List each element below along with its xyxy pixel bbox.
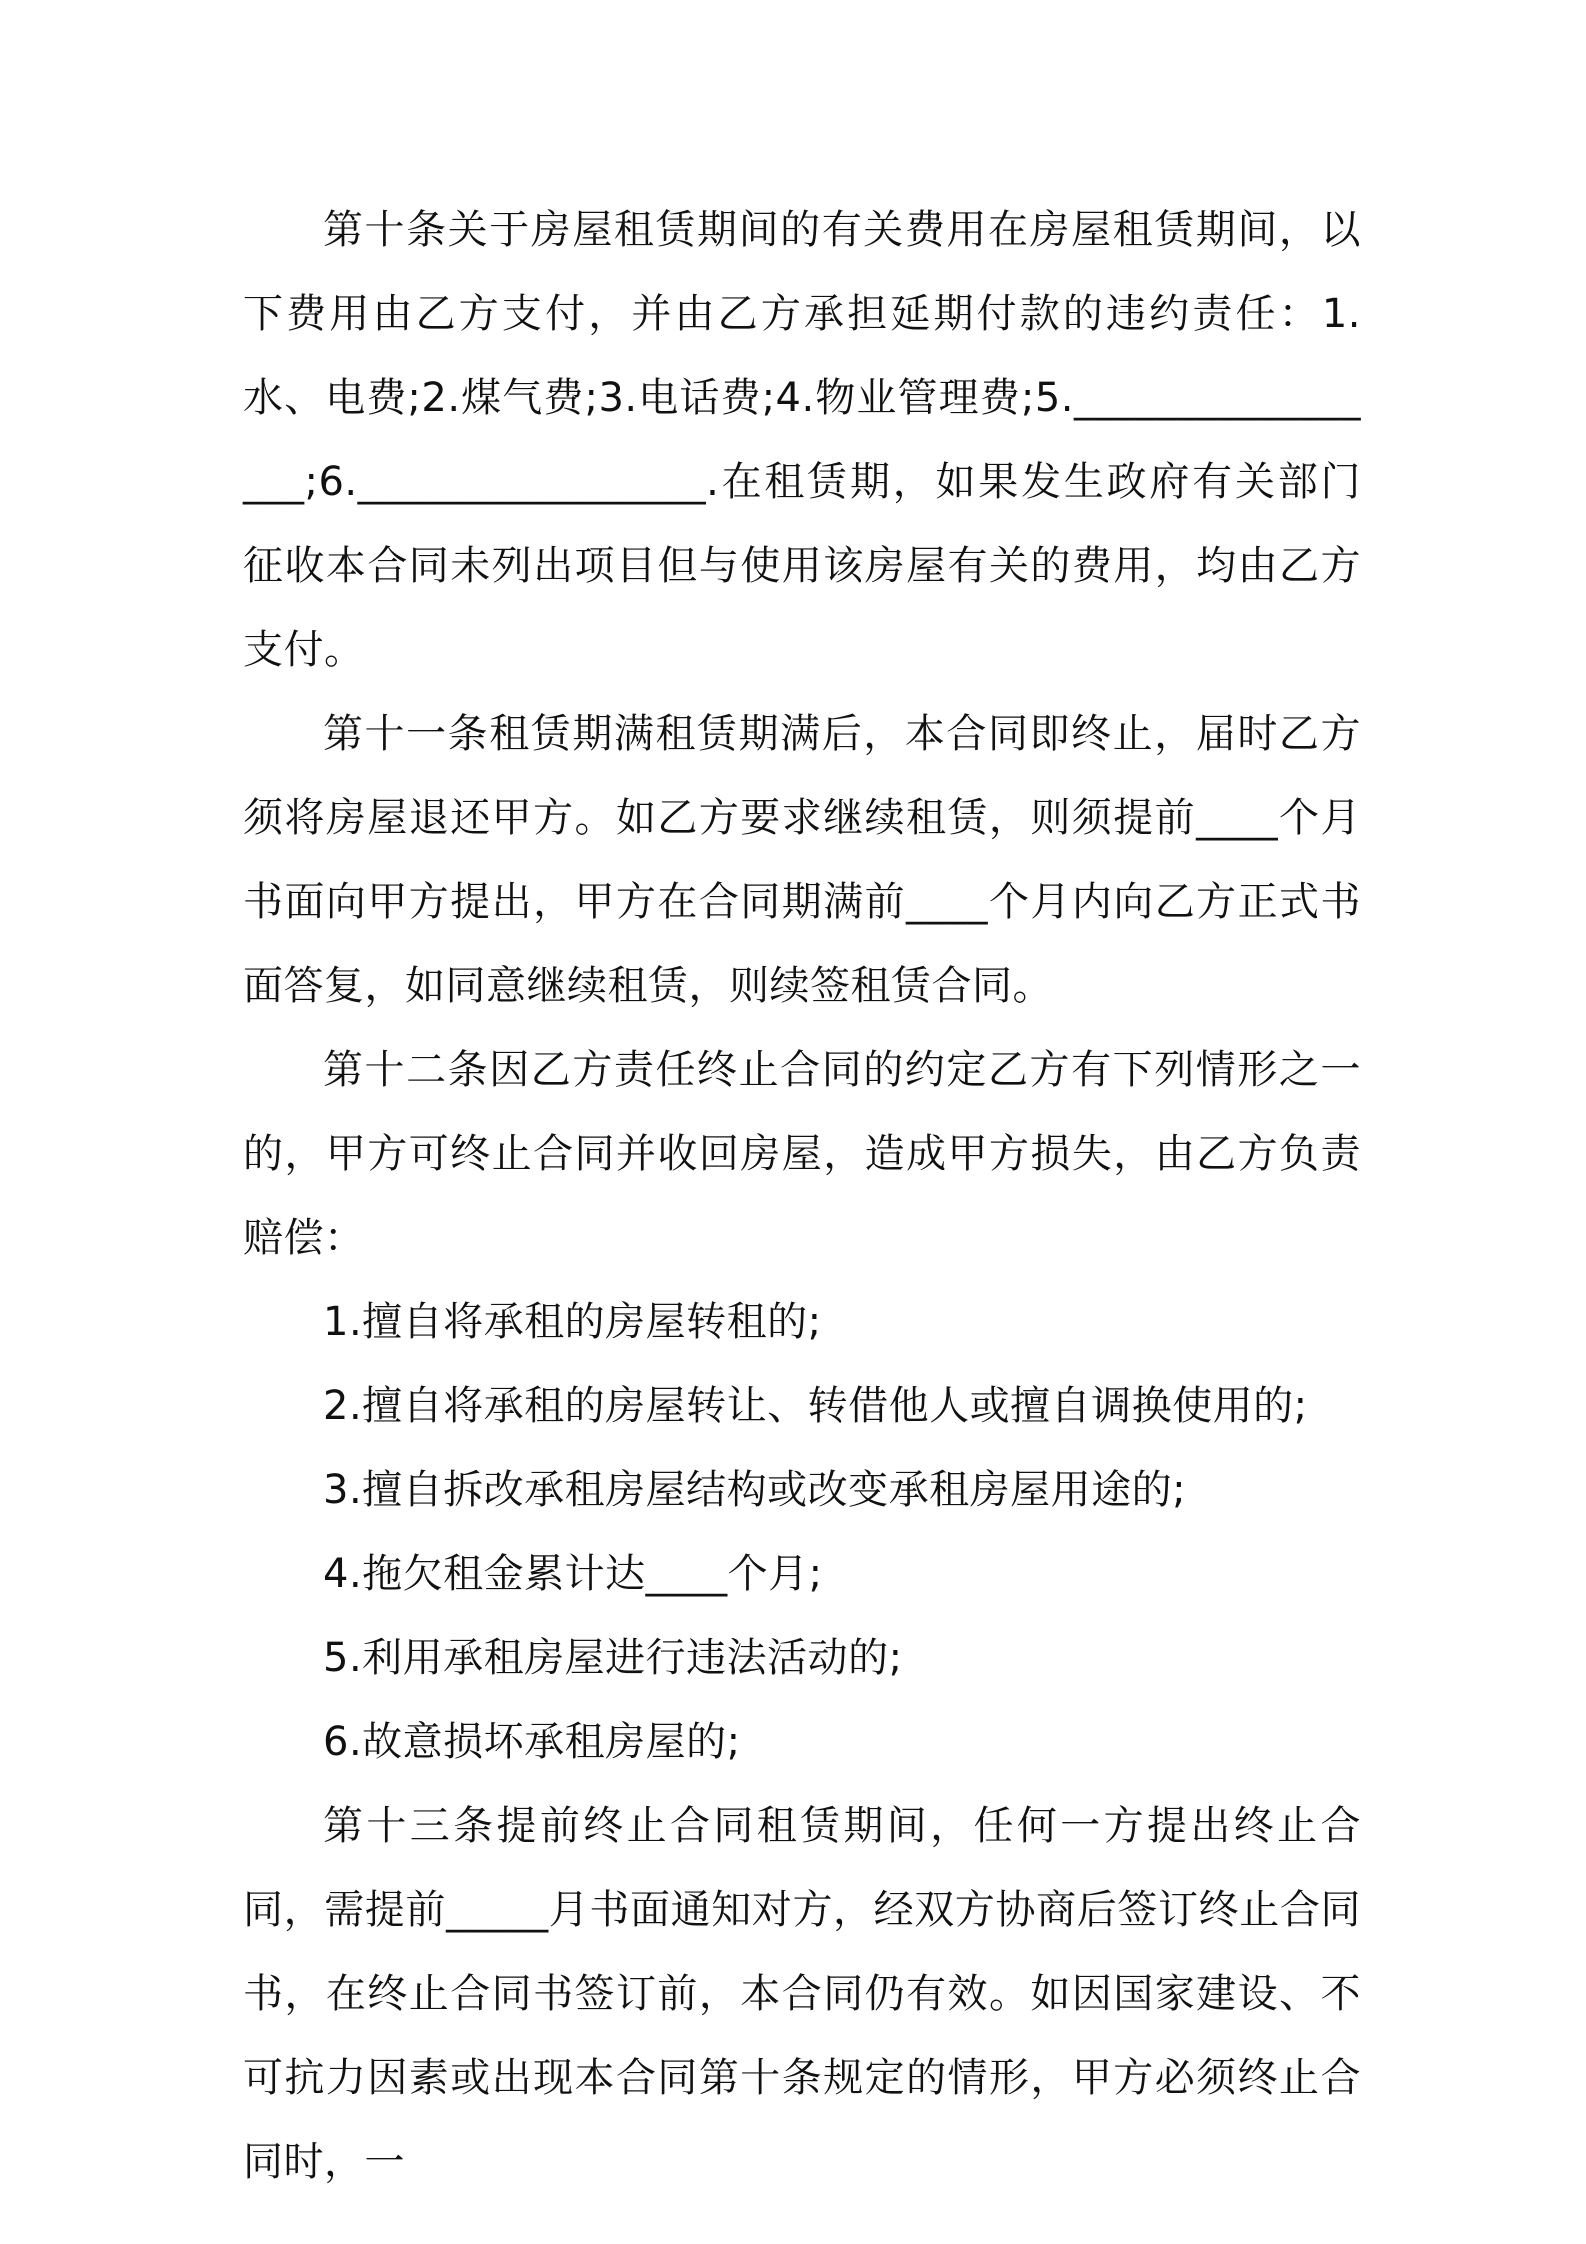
article-12-paragraph: 第十二条因乙方责任终止合同的约定乙方有下列情形之一的，甲方可终止合同并收回房屋，造成甲方损失，由乙方负责赔偿： [243, 1047, 1361, 1261]
article-12-item-5: 5.利用承租房屋进行违法活动的; [323, 1635, 903, 1681]
article-12-item-3: 3.擅自拆改承租房屋结构或改变承租房屋用途的; [323, 1467, 1187, 1513]
article-11-paragraph: 第十一条租赁期满租赁期满后，本合同即终止，届时乙方须将房屋退还甲方。如乙方要求继续租赁，则须提前____个月书面向甲方提出，甲方在合同期满前____个月内向乙方正式书面答复，如同意继续租赁，则续签租赁合同。 [243, 711, 1361, 1009]
article-12-item-4: 4.拖欠租金累计达____个月; [323, 1551, 823, 1597]
article-12-item-6: 6.故意损坏承租房屋的; [323, 1719, 741, 1765]
article-10-paragraph: 第十条关于房屋租赁期间的有关费用在房屋租赁期间，以下费用由乙方支付，并由乙方承担延期付款的违约责任：1.水、电费;2.煤气费;3.电话费;4.物业管理费;5._________________;6._________________.在租赁期，如果发生政府有关部门征收本合同未列出项目但与使用该房屋有关的费用，均由乙方支付。 [243, 207, 1361, 673]
article-12-item-2: 2.擅自将承租的房屋转让、转借他人或擅自调换使用的; [323, 1383, 1308, 1429]
article-13-paragraph: 第十三条提前终止合同租赁期间，任何一方提出终止合同，需提前_____月书面通知对方，经双方协商后签订终止合同书，在终止合同书签订前，本合同仍有效。如因国家建设、不可抗力因素或出现本合同第十条规定的情形，甲方必须终止合同时，一 [243, 1803, 1361, 2185]
article-12-item-1: 1.擅自将承租的房屋转租的; [323, 1299, 822, 1345]
document-body [243, 188, 1361, 2204]
